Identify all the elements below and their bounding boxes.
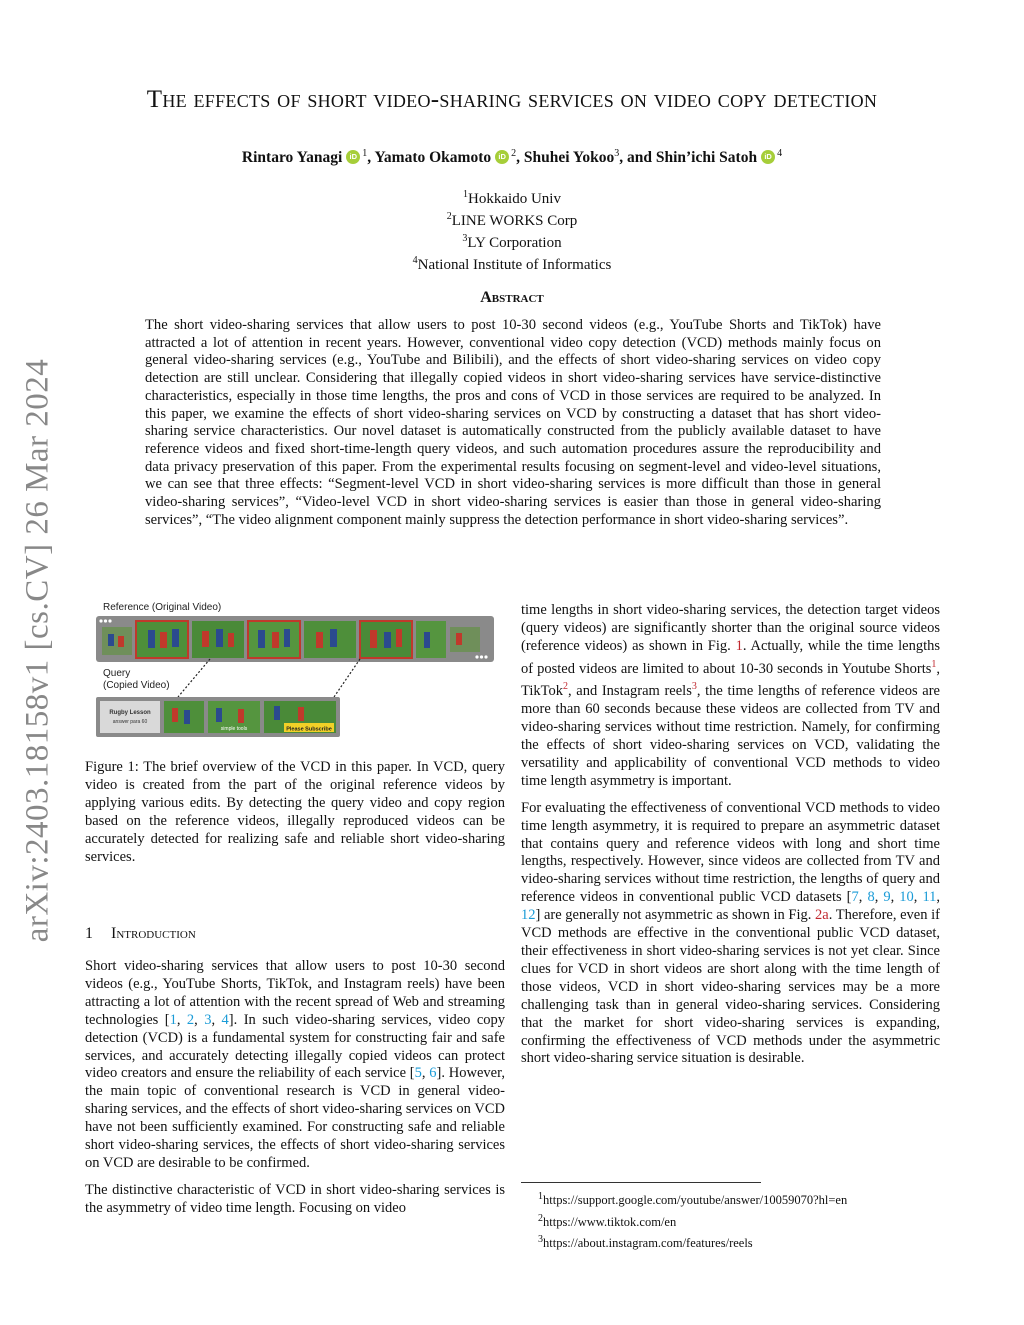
intro-paragraph-4: For evaluating the effectiveness of conventional VCD methods to video time length asymmetry, it is required to prepare an asymmetric dataset that contains query and reference videos with long and short time lengths, respectively. However, since videos are collected from TV and video-sharing services without time restriction, the lengths of query and reference videos in conventional public VCD datasets [7, 8, 9, 10, 11, 12] are generally not asymmetric as shown in Fig. 2a. Therefore, even if VCD methods are effective in the conventional public VCD dataset, their effectiveness in short video-sharing services is not yet clear. Since clues for VCD in short videos are short along with the time length of those videos, VCD in short video-sharing services may be a more challenging task than in general video-sharing services. Considering that the market for short video-sharing services is expanding, confirming the effectiveness of VCD methods under the asymmetric short video-sharing service situation is desirable. — [521, 799, 941, 1067]
query-thumb-text3: simple tools — [220, 726, 248, 732]
author-name: Rintaro Yanagi — [241, 149, 343, 167]
query-thumb-text2: answer para 60 — [112, 719, 148, 725]
query-thumb-text1: Rugby Lesson — [109, 710, 151, 716]
author-name: Yamato Okamoto — [374, 149, 492, 167]
author-list: Rintaro Yanagi iD $^1$, Yamato Okamoto iD $^2$, Shuhei Yokoo$^3$, and Shin’ichi Satoh iD $^4$ — [241, 148, 783, 167]
reference-link[interactable]: 1 — [735, 637, 743, 654]
citation-link[interactable]: 6 — [429, 1065, 437, 1082]
affiliation-line: $^3$LY Corporation — [462, 233, 562, 251]
author-affiliation-mark: 2 — [511, 148, 517, 159]
citation-link[interactable]: 8 — [867, 889, 875, 906]
query-label-line2: (Copied Video) — [103, 680, 170, 691]
citation-link[interactable]: 4 — [221, 1011, 229, 1028]
citation-link[interactable]: 11 — [922, 889, 937, 906]
arxiv-id-text: arXiv:2403.18158v1 [cs.CV] 26 Mar 2024 — [19, 358, 56, 942]
reference-link[interactable]: 1 — [931, 658, 937, 670]
citation-link[interactable]: 12 — [521, 907, 536, 924]
abstract-body: The short video-sharing services that allow users to post 10-30 second videos (e.g., YouTube Shorts and TikTok) have attracted a lot of attention in recent years. However, conventional video copy detection (VCD) methods mainly focus on general video-sharing services (e.g., YouTube and Bilibili), and the effects of short video-sharing services on video copy detection are still unclear. Considering that illegally copied videos in short video-sharing services have service-distinctive characteristics, especially in those time lengths, the pros and cons of VCD in those services are required to be analyzed. In this paper, we examine the effects of short video-sharing services on VCD by constructing a dataset that has short video-sharing service characteristics. Our novel dataset is automatically constructed from the publicly available dataset to have reference videos and fixed short-time-length query videos, and such automation procedures assure the reproducibility and data privacy preservation of this paper. From the experimental results focusing on segment-level and video-level situations, we can see that three effects: “Segment-level VCD in short video-sharing services is more difficult than those in general video-sharing services”, “Video-level VCD in short video-sharing services is easier than those in general video-sharing services”, “The video alignment component mainly suppress the detection performance in short video-sharing services”. — [145, 317, 881, 528]
reference-label: Reference (Original Video) — [103, 602, 222, 613]
author-affiliation-mark: 1 — [362, 148, 368, 159]
query-thumb-text4: Please Subscribe — [286, 726, 332, 733]
right-column — [521, 602, 940, 1077]
figure-1-illustration — [88, 602, 508, 742]
figure-1-caption: Figure 1: The brief overview of the VCD in this paper. In VCD, query video is created from the part of the original reference videos by applying various edits. By detecting the query video and copy region based on the reference videos, illegally reproduced videos can be accurately detected for realizing safe and reliable short video-sharing services. — [85, 759, 505, 865]
intro-paragraph-3: time lengths in short video-sharing services, the detection target videos (query videos) are significantly shorter than the original source videos (reference videos) as shown in Fig. 1. Actually, while the time lengths of posted videos are limited to about 10-30 seconds in Youtube Shorts$^1$, TikTok$^2$, and Instagram reels$^3$, the time lengths of reference videos are more than 60 seconds because these videos are collected from TV and video-sharing services without time restriction. Namely, for confirming the effects of short video-sharing services on VCD, validating the versatility and applicability of conventional VCD methods to video time length asymmetry is important. — [521, 602, 941, 789]
section-number: 1 — [85, 925, 93, 942]
citation-link[interactable]: 9 — [883, 889, 891, 906]
arxiv-identifier — [8, 350, 68, 950]
orcid-icon[interactable]: iD — [346, 150, 360, 164]
author-affiliation-mark: 3 — [614, 148, 620, 159]
affiliation-line: $^4$National Institute of Informatics — [412, 255, 612, 273]
affiliation-line: $^1$Hokkaido Univ — [463, 189, 561, 207]
author-affiliation-mark: 4 — [777, 148, 783, 159]
citation-link[interactable]: 2 — [186, 1011, 195, 1028]
query-label-line1: Query — [103, 668, 131, 679]
citation-link[interactable]: 7 — [851, 889, 859, 906]
orcid-icon[interactable]: iD — [495, 150, 509, 164]
footnote-item[interactable]: $^2$https://www.tiktok.com/en — [538, 1212, 677, 1229]
citation-link[interactable]: 10 — [899, 889, 914, 906]
section-heading — [85, 925, 196, 943]
author-name: Shin’ichi Satoh — [655, 149, 758, 167]
affiliation-line: $^2$LINE WORKS Corp — [446, 211, 578, 229]
footnote-rule — [521, 1182, 761, 1183]
orcid-icon[interactable]: iD — [761, 150, 775, 164]
reference-link[interactable]: 2 — [562, 681, 568, 693]
abstract-heading: Abstract — [480, 289, 544, 306]
footnotes — [538, 1188, 847, 1253]
copy-region-connector-right — [334, 659, 360, 697]
footnote-item[interactable]: $^3$https://about.instagram.com/features/reels — [538, 1234, 753, 1251]
citation-link[interactable]: 5 — [414, 1065, 422, 1082]
affiliation-list — [0, 186, 1024, 274]
reference-link[interactable]: 3 — [691, 681, 697, 693]
section-title: Introduction — [111, 925, 196, 942]
reference-link[interactable]: 2a — [815, 907, 829, 924]
intro-paragraph-1: Short video-sharing services that allow users to post 10-30 second videos (e.g., YouTube Shorts, TikTok, and Instagram reels) have been attracting a lot of attention with the recent spread of Web and streaming technologies [1, 2, 3, 4]. In such video-sharing services, video copy detection (VCD) is a fundamental system for constructing fair and safe services, and accurately detecting illegally copied videos can protect video creators and ensure the reliability of each service [5, 6]. However, the main topic of conventional research is VCD in general video-sharing services, and the effects of short video-sharing services on VCD have not been sufficiently examined. For constructing safe and reliable short video-sharing services, the effects of short video-sharing services on VCD are desirable to be confirmed. — [85, 958, 506, 1171]
copy-region-connector-left — [178, 659, 210, 697]
left-column — [85, 958, 505, 1227]
intro-paragraph-2: The distinctive characteristic of VCD in short video-sharing services is the asymmetry of video time length. Focusing on video — [85, 1181, 505, 1216]
footnote-item[interactable]: $^1$https://support.google.com/youtube/answer/10059070?hl=en — [538, 1191, 848, 1208]
figure-1 — [88, 602, 508, 742]
paper-title: The effects of short video-sharing services on video copy detection — [146, 86, 878, 113]
citation-link[interactable]: 3 — [204, 1011, 212, 1028]
author-name: Shuhei Yokoo — [523, 149, 615, 167]
reference-frames — [102, 621, 480, 658]
citation-link[interactable]: 1 — [169, 1011, 177, 1028]
